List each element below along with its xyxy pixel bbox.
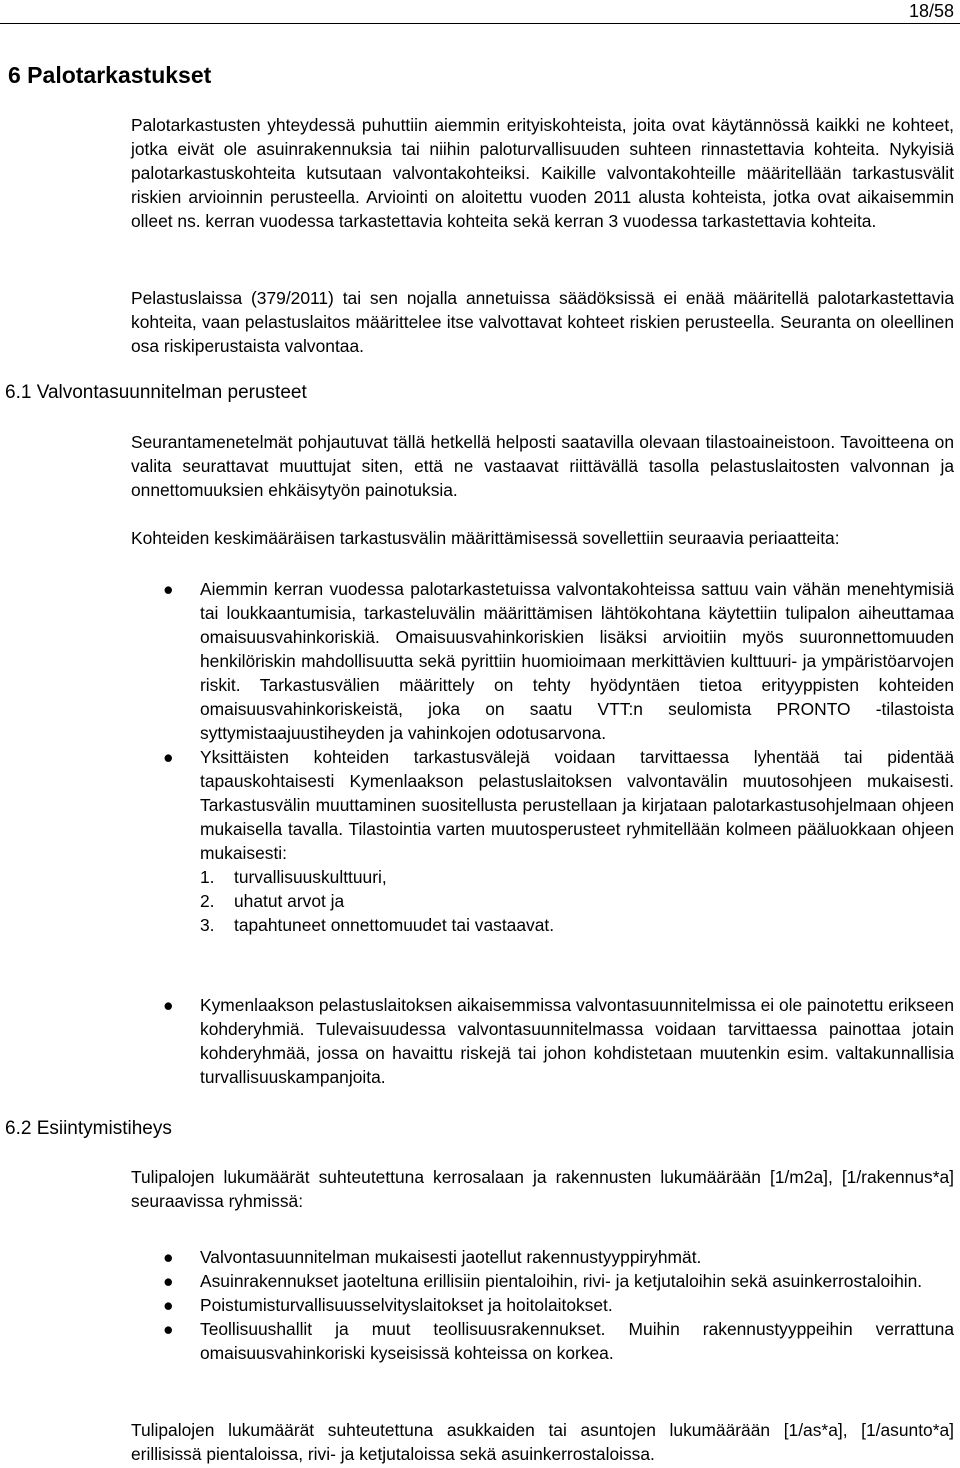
bullet-icon: ● (163, 1247, 174, 1267)
numbered-item (200, 913, 954, 937)
list-item (131, 993, 954, 1089)
section-6-1-paragraph-2: Kohteiden keskimääräisen tarkastusvälin määrittämisessä sovellettiin seuraavia periaatteita: (131, 528, 840, 548)
intro-paragraph-1: Palotarkastusten yhteydessä puhuttiin aiemmin erityiskohteista, joita ovat käytännössä kaikki ne kohteet, jotka eivät ole asuinrakennuksia tai niihin paloturvallisuuden suhteen rinnastettavia kohteita. Nykyisiä palotarkastuskohteita kutsutaan valvontakohteiksi. Kaikille valvontakohteille määritellään tarkastusvälit riskien arvioinnin perusteella. Arviointi on aloitettu vuoden 2011 alusta kohteista, jotka ovat aikaisemmin olleet ns. kerran vuodessa tarkastettavia kohteita sekä kerran 3 vuodessa tarkastettavia kohteita. (131, 115, 954, 231)
page-number: 18/58 (908, 1, 954, 21)
list-item (131, 1293, 954, 1317)
numbered-item (200, 889, 954, 913)
numbered-item (200, 865, 954, 889)
section-6-2-paragraph-2: Tulipalojen lukumäärät suhteutettuna asukkaiden tai asuntojen lukumäärään [1/as*a], [1/asunto*a] erillisissä pientaloissa, rivi- ja ketjutaloissa sekä asuinkerrostaloissa. (131, 1420, 954, 1464)
principles-list-continued (131, 993, 954, 1089)
principles-list (131, 577, 954, 937)
item-text: tapahtuneet onnettomuudet tai vastaavat. (234, 915, 555, 935)
change-criteria-list (200, 865, 954, 937)
bullet-icon: ● (163, 1271, 174, 1291)
groups-list (131, 1245, 954, 1365)
bullet-icon: ● (163, 1319, 174, 1339)
header-rule (0, 23, 960, 24)
list-item-text: Kymenlaakson pelastuslaitoksen aikaisemmissa valvontasuunnitelmissa ei ole painotettu erikseen kohderyhmiä. Tulevaisuudessa valvontasuunnitelmassa voidaan tarvittaessa painottaa jotain kohderyhmää, jossa on havaittu riskejä tai johon kohdistetaan muutenkin esim. valtakunnallisia turvallisuuskampanjoita. (200, 995, 954, 1087)
bullet-icon: ● (163, 995, 174, 1015)
section-6-2-heading: 6.2 Esiintymistiheys (5, 1118, 172, 1139)
list-item (131, 1245, 954, 1269)
item-text: turvallisuuskulttuuri, (234, 867, 387, 887)
list-item-text: Valvontasuunnitelman mukaisesti jaotellut rakennustyyppiryhmät. (200, 1247, 702, 1267)
bullet-icon: ● (163, 579, 174, 599)
item-text: uhatut arvot ja (234, 891, 345, 911)
item-number: 1. (200, 867, 215, 887)
list-item (131, 745, 954, 937)
section-6-2-paragraph-1: Tulipalojen lukumäärät suhteutettuna kerrosalaan ja rakennusten lukumäärään [1/m2a], [1/rakennus*a] seuraavissa ryhmissä: (131, 1167, 954, 1211)
list-item-text: Teollisuushallit ja muut teollisuusrakennukset. Muihin rakennustyyppeihin verrattuna omaisuusvahinkoriski kyseisissä kohteissa on korkea. (200, 1319, 954, 1363)
intro-paragraph-2: Pelastuslaissa (379/2011) tai sen nojalla annetuissa säädöksissä ei enää määritellä palotarkastettavia kohteita, vaan pelastuslaitos määrittelee itse valvottavat kohteet riskien perusteella. Seuranta on oleellinen osa riskiperustaista valvontaa. (131, 288, 954, 356)
list-item-text: Poistumisturvallisuusselvityslaitokset ja hoitolaitokset. (200, 1295, 613, 1315)
section-6-1-heading: 6.1 Valvontasuunnitelman perusteet (5, 382, 307, 403)
item-number: 2. (200, 891, 215, 911)
list-item (131, 1269, 954, 1293)
section-6-1-paragraph-1: Seurantamenetelmät pohjautuvat tällä hetkellä helposti saatavilla olevaan tilastoaineistoon. Tavoitteena on valita seurattavat muuttujat siten, että ne vastaavat riittävällä tasolla pelastuslaitosten valvonnan ja onnettomuuksien ehkäisytyön painotuksia. (131, 432, 954, 500)
list-item-text: Aiemmin kerran vuodessa palotarkastetuissa valvontakohteissa sattuu vain vähän menehtymisiä tai loukkaantumisia, tarkasteluvälin määrittämisen lähtökohtana käytettiin tulipalon aiheuttamaa omaisuusvahinkoriskiä. Omaisuusvahinkoriskien lisäksi arvioitiin myös suuronnettomuuden henkilöriskin mahdollisuutta sekä pyrittiin huomioimaan merkittävien kulttuuri- ja ympäristöarvojen riskit. Tarkastusvälien määrittely on tehty hyödyntäen tietoa erityyppisten kohteiden omaisuusvahinkoriskeistä, joka on saatu VTT:n seulomista PRONTO -tilastoista syttymistaajuustiheyden ja vahinkojen odotusarvona. (200, 579, 954, 743)
item-number: 3. (200, 915, 215, 935)
list-item-text: Yksittäisten kohteiden tarkastusvälejä voidaan tarvittaessa lyhentää tai pidentää tapauskohtaisesti Kymenlaakson pelastuslaitoksen valvontavälin muutosohjeen mukaisesti. Tarkastusvälin muuttaminen suositellusta perustellaan ja kirjataan palotarkastusohjelmaan ohjeen mukaisella tavalla. Tilastointia varten muutosperusteet ryhmitellään kolmeen pääluokkaan ohjeen mukaisesti: (200, 747, 954, 863)
list-item (131, 577, 954, 745)
bullet-icon: ● (163, 1295, 174, 1315)
chapter-heading: 6 Palotarkastukset (8, 62, 212, 88)
list-item (131, 1317, 954, 1365)
bullet-icon: ● (163, 747, 174, 767)
list-item-text: Asuinrakennukset jaoteltuna erillisiin pientaloihin, rivi- ja ketjutaloihin sekä asuinkerrostaloihin. (200, 1271, 923, 1291)
